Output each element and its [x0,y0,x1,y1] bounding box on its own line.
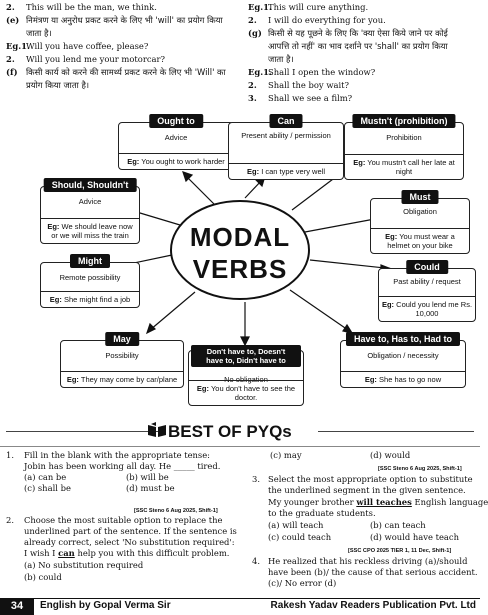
q1-option-a: (a) can be [24,472,67,482]
q4-line-3: (c)/ No error (d) [268,578,337,588]
card-haveto-example [341,371,465,387]
top-right-label-6: 2. [248,80,257,90]
card-could-eg-prefix: Eg: [381,300,395,309]
card-haveto-title: Have to, Has to, Had to [346,332,460,346]
card-may-title: May [105,332,139,346]
card-dont-meaning: No obligation [224,375,268,384]
card-ought-example [119,153,233,169]
card-must-example [371,228,469,253]
card-ought-eg-text: You ought to work harder [141,157,225,166]
card-should-meaning: Advice [78,197,102,206]
card-might-title: Might [70,254,110,268]
top-left-label-4: 2. [6,54,15,64]
top-left-line-2: जाता है। [26,28,52,38]
card-should-eg-text: We should leave now or we will miss the train [51,222,133,240]
book-icon [146,421,168,439]
card-haveto [340,334,466,388]
top-left-line-6: प्रयोग किया जाता है। [26,80,90,90]
card-could-title: Could [406,260,448,274]
card-should-eg-prefix: Eg: [47,222,60,231]
top-right-line-2: किसी से यह पूछने के लिए कि 'क्या ऐसा किये जाने पर कोई [268,28,448,38]
card-may-example [61,371,183,387]
top-left-label-5: (f) [6,67,18,77]
q2-sentence: I wish I can help you with this difficult problem. [24,548,230,558]
card-must-eg-text: You must wear a helmet on your bike [387,232,455,250]
card-must-eg-prefix: Eg: [385,232,398,241]
card-dont-example [189,380,303,405]
footer-publisher: Rakesh Yadav Readers Publication Pvt. Ltd [270,600,476,611]
q2-option-d: (d) would [370,450,411,460]
card-should [40,180,140,244]
q1-line-1: Fill in the blank with the appropriate tense: [24,450,211,460]
card-ought-eg-prefix: Eg: [127,157,140,166]
q3-number: 3. [252,474,260,484]
q2-option-c: (c) may [270,450,302,460]
q3-option-d: (d) would have teach [370,532,460,542]
card-can-meaning: Present ability / permission [241,131,331,140]
q1-number: 1. [6,450,14,460]
q2-line-1: Choose the most suitable option to replace the [24,515,223,525]
card-might-meaning: Remote possibility [59,273,121,282]
q2-line-2: underlined part of the sentence. If the sentence is [24,526,237,536]
q4-number: 4. [252,556,260,566]
q3-sentence-line-2: to the graduate students. [268,508,376,518]
q1-option-b: (b) will be [126,472,169,482]
q4-line-1: He realized that his reckless driving (a)/should [268,556,468,566]
card-might-eg-text: She might find a job [63,295,131,304]
top-left-line-1: निमंत्रण या अनुरोध प्रकट करने के लिए भी 'will' का प्रयोग किया [26,15,223,25]
q1-source: [SSC Steno 6 Aug 2025, Shift-1] [134,508,218,514]
top-left-label-0: 2. [6,2,15,12]
card-mustnt-eg-text: You mustn't call her late at night [367,158,455,176]
card-should-title: Should, Shouldn't [44,178,137,192]
card-can-eg-text: I can type very well [261,167,325,176]
card-must-title: Must [402,190,439,204]
card-may-meaning: Possibility [105,351,139,360]
card-haveto-eg-prefix: Eg: [364,375,377,384]
footer-author: English by Gopal Verma Sir [40,600,171,611]
card-can-example [229,163,343,179]
card-dont [188,347,304,406]
top-right-line-7: Shall we see a film? [268,93,353,103]
card-ought-meaning: Advice [164,133,188,142]
q1-option-d: (d) must be [126,483,175,493]
top-right-label-0: Eg.1. [248,2,272,12]
card-dont-eg-prefix: Eg: [196,384,209,393]
card-ought [118,116,234,170]
q3-line-1: Select the most appropriate option to substitute [268,474,473,484]
card-could-eg-text: Could you lend me Rs. 10,000 [396,300,473,318]
card-should-example [41,218,139,243]
q3-source: [SSC CPO 2025 TIER 1, 11 Dec, Shift-1] [348,548,452,554]
center-title-line2: VERBS [192,254,288,284]
page-footer [0,598,480,615]
top-left-line-0: This will be the man, we think. [26,2,157,12]
top-left-line-5: किसी कार्य को करने की सामर्थ्य प्रकट करने के लिए भी 'Will' का [26,67,226,77]
pyq-title: BEST OF PYQs [168,422,292,441]
card-haveto-eg-text: She has to go now [379,375,442,384]
top-right-line-6: Shall the boy wait? [268,80,350,90]
q2-number: 2. [6,515,14,525]
pyq-rule-left [6,431,160,432]
top-right-label-5: Eg.1. [248,67,272,77]
top-right-line-0: This will cure anything. [268,2,369,12]
card-could-meaning: Past ability / request [393,277,461,286]
card-mustnt-example [345,154,463,179]
card-may [60,334,184,388]
card-could-example [379,296,475,321]
top-right-label-7: 3. [248,93,257,103]
q3-line-2: the underlined segment in the given sentence. [268,485,466,495]
pyq-rule-right [318,431,474,432]
top-left-line-4: Will you lend me your motorcar? [26,54,166,64]
card-ought-title: Ought to [149,114,203,128]
card-mustnt-meaning: Prohibition [386,133,422,142]
q2-option-b: (b) could [24,572,62,582]
card-can-title: Can [269,114,302,128]
q3-option-b: (b) can teach [370,520,426,530]
q3-option-c: (c) could teach [268,532,332,542]
card-may-eg-prefix: Eg: [66,375,79,384]
card-could [378,262,476,322]
q1-line-2: Jobin has been working all day. He _____ tired. [24,461,221,471]
q2-source: [SSC Steno 6 Aug 2025, Shift-1] [378,466,462,472]
top-left-line-3: Will you have coffee, please? [26,41,149,51]
top-right-label-2: (g) [248,28,262,38]
card-can-eg-prefix: Eg: [247,167,260,176]
card-mustnt [344,116,464,180]
card-must [370,192,470,254]
footer-rule [0,598,480,599]
card-mustnt-eg-prefix: Eg: [353,158,366,167]
center-title-line1: MODAL [189,222,291,252]
section-rule [0,446,480,447]
top-left-label-1: (e) [6,15,20,25]
top-right-line-4: जाता है। [268,54,294,64]
card-might [40,256,140,308]
card-dont-title: Don't have to, Doesn't have to, Didn't have to [191,345,301,367]
top-right-label-1: 2. [248,15,257,25]
top-right-line-5: Shall I open the window? [268,67,376,77]
card-dont-eg-text: You don't have to see the doctor. [210,384,296,402]
card-might-example [41,291,139,307]
top-right-line-3: आपत्ति तो नहीं' का भाव दर्शाने पर 'shall' का प्रयोग किया [268,41,448,51]
q1-option-c: (c) shall be [24,483,71,493]
q4-line-2: have been (b)/ the cause of that serious accident. [268,567,478,577]
card-might-eg-prefix: Eg: [49,295,62,304]
q3-option-a: (a) will teach [268,520,324,530]
card-haveto-meaning: Obligation / necessity [367,351,439,360]
q2-line-3: already correct, select 'No substitution required': [24,537,235,547]
top-left-label-3: Eg.1. [6,41,30,51]
card-must-meaning: Obligation [403,207,437,216]
page-number: 34 [0,598,34,615]
q3-sentence: My younger brother will teaches English language [268,497,488,507]
card-mustnt-title: Mustn't (prohibition) [352,114,455,128]
top-right-line-1: I will do everything for you. [268,15,386,25]
card-may-eg-text: They may come by car/plane [80,375,178,384]
card-can [228,116,344,180]
q2-option-a: (a) No substitution required [24,560,144,570]
